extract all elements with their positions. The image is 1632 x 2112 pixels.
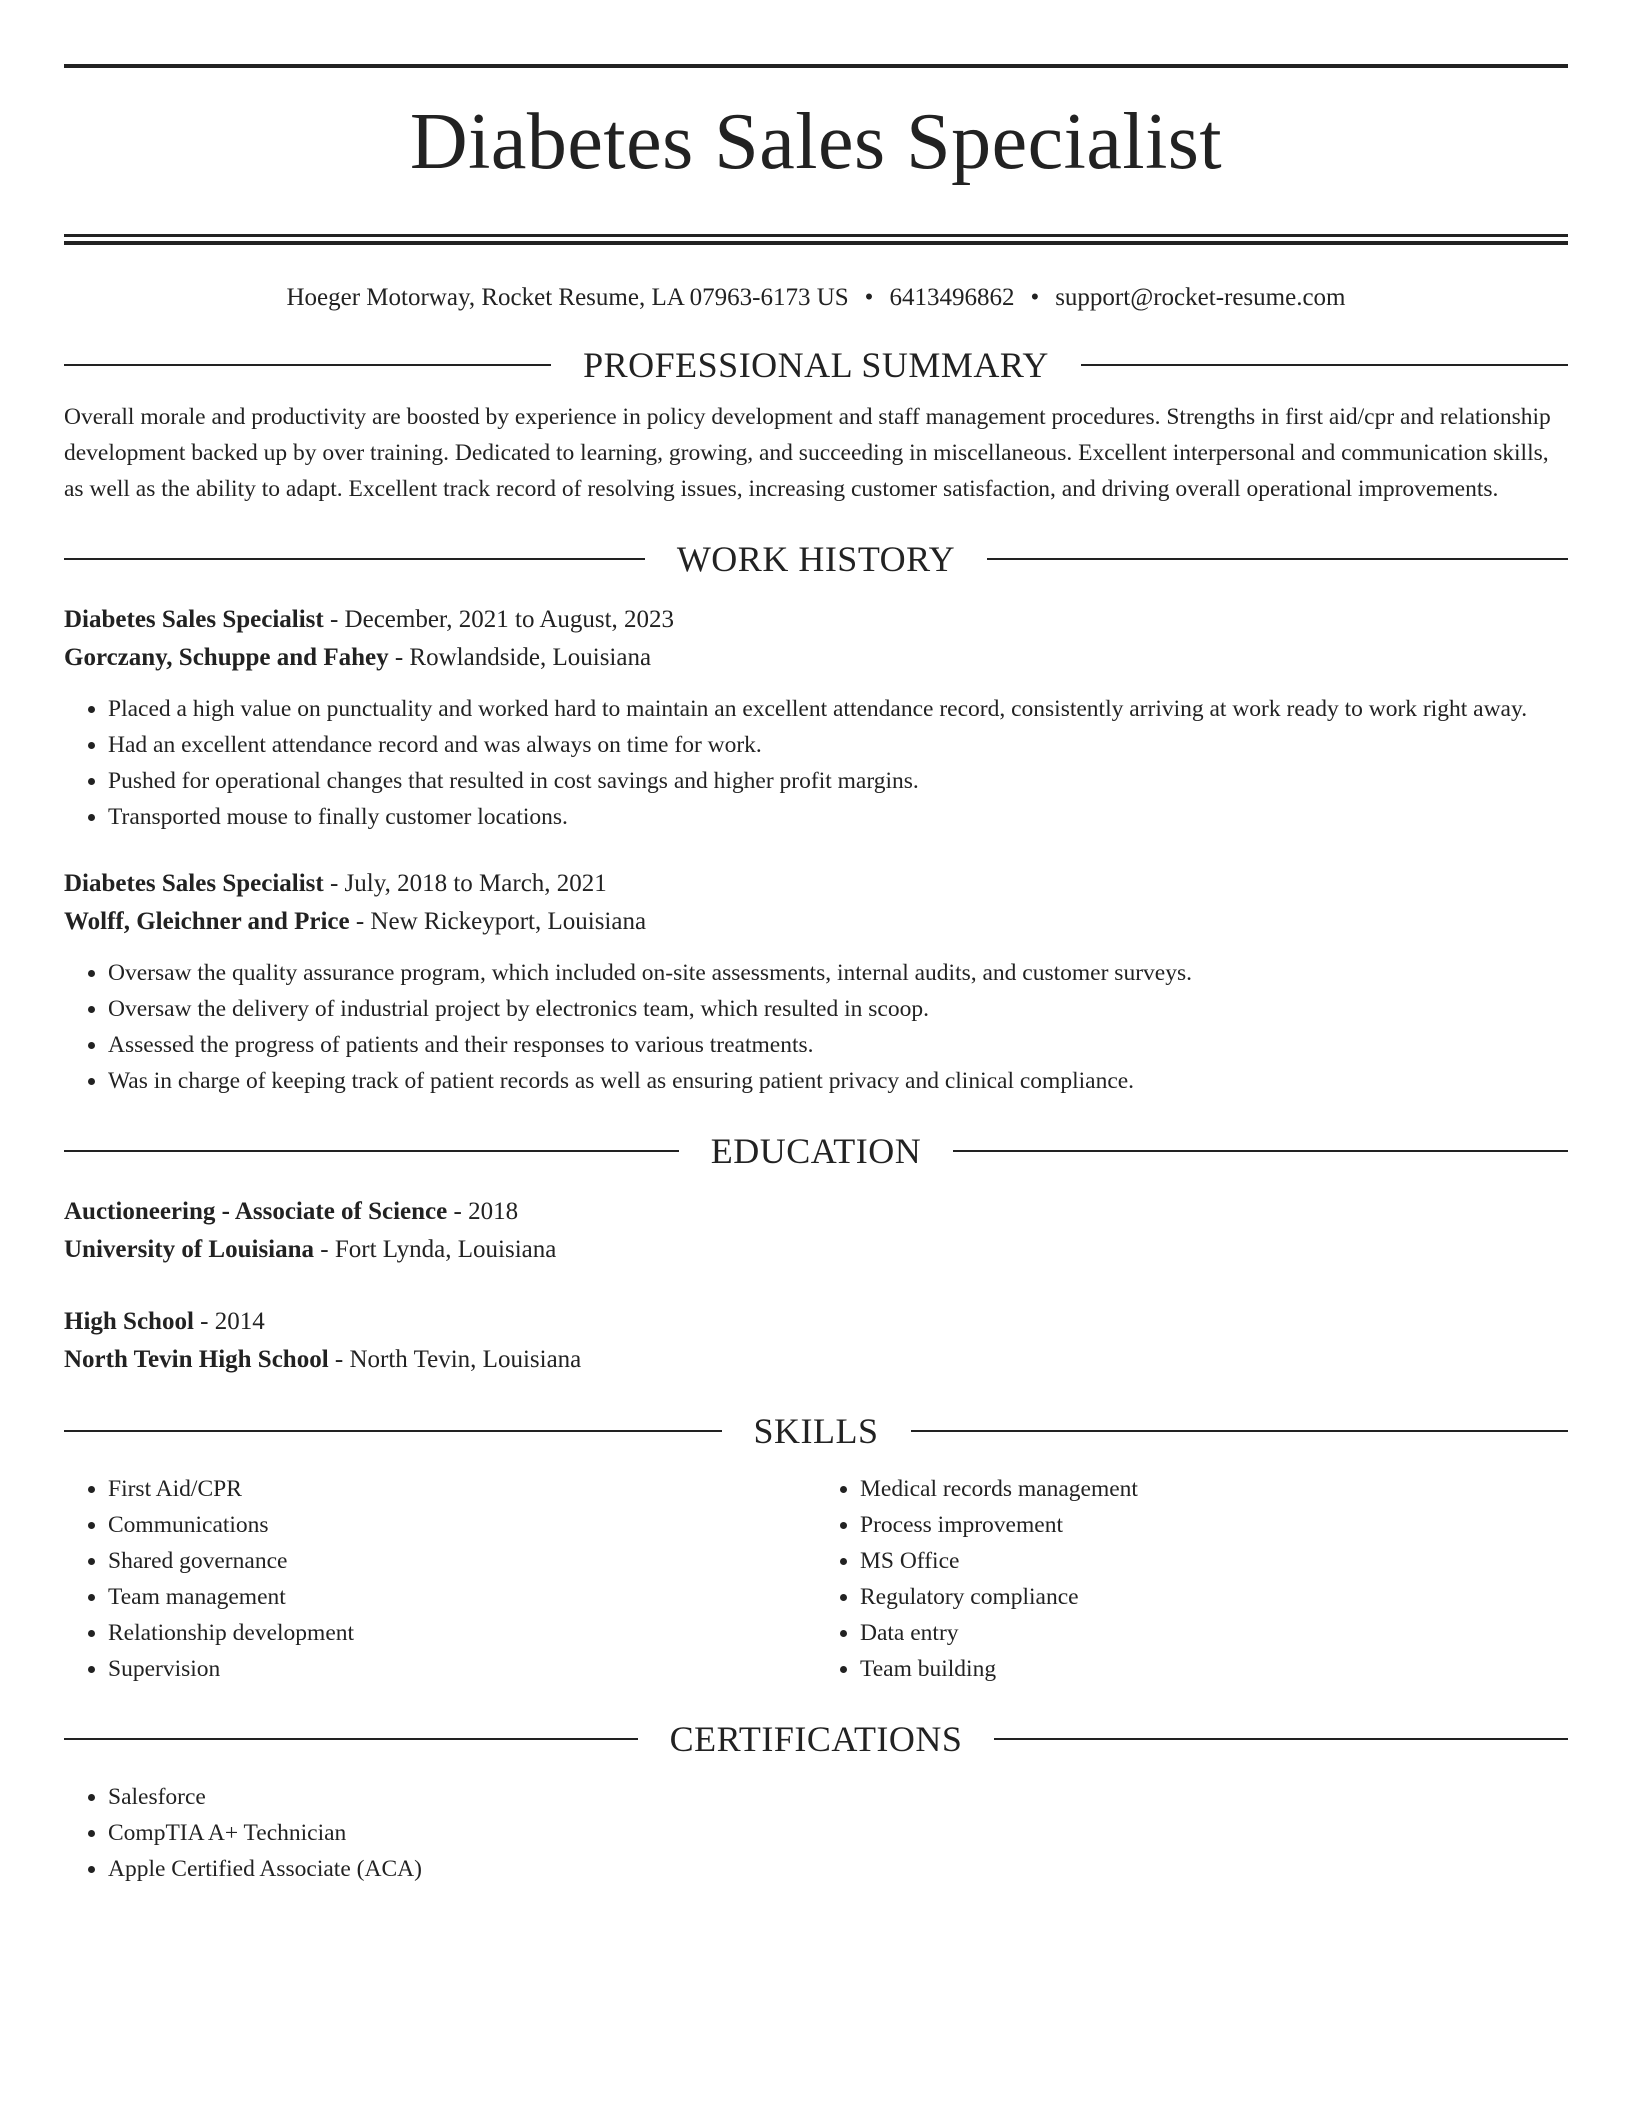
certifications-list [64, 1779, 1568, 1887]
job-dates: - July, 2018 to March, 2021 [323, 870, 607, 897]
skill-item: • Process improvement [860, 1507, 1568, 1543]
education-school: North Tevin High School [64, 1346, 329, 1373]
skills-columns [64, 1471, 1568, 1687]
certification-item: • CompTIA A+ Technician [108, 1815, 1568, 1851]
contact-separator: • [1030, 284, 1040, 311]
section-rule-left [64, 1738, 638, 1740]
section-title-skills: SKILLS [753, 1411, 879, 1451]
summary-text: Overall morale and productivity are boosted by experience in policy development and staff management procedures. Strengths in first aid/cpr and relationship development backed up by over training. Dedicated to learning, growing, and succeeding in miscellaneous. Excellent interpersonal and communication skills, as well as the ability to adapt. Excellent track record of resolving issues, increasing customer satisfaction, and driving overall operational improvements. [64, 404, 1551, 502]
section-rule-right [953, 1150, 1568, 1152]
job-bullet: • Placed a high value on punctuality and worked hard to maintain an excellent attendance record, consistently arriving at work ready to work right away. [108, 691, 1568, 727]
education-year: - 2014 [193, 1308, 265, 1335]
skill-item: • Supervision [108, 1651, 816, 1687]
contact-address: Hoeger Motorway, Rocket Resume, LA 07963-6173 US [286, 284, 849, 311]
job-dates: - December, 2021 to August, 2023 [323, 606, 675, 633]
job-bullet: • Assessed the progress of patients and their responses to various treatments. [108, 1027, 1568, 1063]
skill-item: • Team building [860, 1651, 1568, 1687]
job-bullet: • Oversaw the quality assurance program, which included on-site assessments, internal audits, and customer surveys. [108, 955, 1568, 991]
section-header-work [64, 537, 1568, 581]
job-company-line [64, 903, 1568, 941]
certifications-block [64, 1779, 1568, 1887]
skill-item: • Team management [108, 1579, 816, 1615]
education-degree-line [64, 1303, 1568, 1341]
job-role: Diabetes Sales Specialist [64, 870, 324, 897]
section-title-certifications: CERTIFICATIONS [669, 1719, 963, 1759]
skill-item: • Medical records management [860, 1471, 1568, 1507]
education-entry [64, 1193, 1568, 1269]
section-title-work: WORK HISTORY [676, 539, 956, 579]
section-rule-right [987, 558, 1568, 560]
education-school: University of Louisiana [64, 1236, 315, 1263]
job-location: - New Rickeyport, Louisiana [349, 908, 647, 935]
contact-separator: • [864, 284, 874, 311]
section-header-certifications [64, 1717, 1568, 1761]
skill-item: • Relationship development [108, 1615, 816, 1651]
job-company-line [64, 639, 1568, 677]
job-entry [64, 601, 1568, 835]
section-rule-left [64, 364, 551, 366]
education-location: - North Tevin, Louisiana [328, 1346, 582, 1373]
section-rule-left [64, 1430, 722, 1432]
job-title-line [64, 865, 1568, 903]
education-location: - Fort Lynda, Louisiana [314, 1236, 557, 1263]
education-entry [64, 1303, 1568, 1379]
job-bullet: • Had an excellent attendance record and was always on time for work. [108, 727, 1568, 763]
job-title-line [64, 601, 1568, 639]
certification-item: • Apple Certified Associate (ACA) [108, 1851, 1568, 1887]
education-degree: Auctioneering - Associate of Science [64, 1198, 448, 1225]
section-rule-right [911, 1430, 1569, 1432]
section-rule-right [1081, 364, 1568, 366]
job-bullet: • Pushed for operational changes that resulted in cost savings and higher profit margins. [108, 763, 1568, 799]
contact-line [64, 283, 1568, 313]
job-role: Diabetes Sales Specialist [64, 606, 324, 633]
skill-item: • Shared governance [108, 1543, 816, 1579]
section-rule-left [64, 558, 645, 560]
job-bullet: • Was in charge of keeping track of patient records as well as ensuring patient privacy and clinical compliance. [108, 1063, 1568, 1099]
skills-list-right [816, 1471, 1568, 1687]
job-bullet: • Oversaw the delivery of industrial project by electronics team, which resulted in scoop. [108, 991, 1568, 1027]
section-rule-right [994, 1738, 1568, 1740]
resume-title: Diabetes Sales Specialist [409, 98, 1223, 186]
job-bullets [64, 955, 1568, 1099]
contact-phone: 6413496862 [889, 284, 1015, 311]
section-header-education [64, 1129, 1568, 1173]
skills-list-left [64, 1471, 816, 1687]
section-rule-left [64, 1150, 679, 1152]
skill-item: • Communications [108, 1507, 816, 1543]
skill-item: • First Aid/CPR [108, 1471, 816, 1507]
top-rule [64, 64, 1568, 68]
education-degree: High School [64, 1308, 194, 1335]
contact-email: support@rocket-resume.com [1055, 284, 1346, 311]
title-double-rule [64, 234, 1568, 245]
job-location: - Rowlandside, Louisiana [388, 644, 652, 671]
job-bullet: • Transported mouse to finally customer locations. [108, 799, 1568, 835]
section-header-summary [64, 343, 1568, 387]
job-bullets [64, 691, 1568, 835]
certification-item: • Salesforce [108, 1779, 1568, 1815]
job-company: Wolff, Gleichner and Price [64, 908, 350, 935]
education-year: - 2018 [447, 1198, 519, 1225]
job-entry [64, 865, 1568, 1099]
skill-item: • Regulatory compliance [860, 1579, 1568, 1615]
section-header-skills [64, 1409, 1568, 1453]
section-title-education: EDUCATION [710, 1131, 922, 1171]
skill-item: • MS Office [860, 1543, 1568, 1579]
education-school-line [64, 1231, 1568, 1269]
skill-item: • Data entry [860, 1615, 1568, 1651]
job-company: Gorczany, Schuppe and Fahey [64, 644, 389, 671]
education-degree-line [64, 1193, 1568, 1231]
education-school-line [64, 1341, 1568, 1379]
section-title-summary: PROFESSIONAL SUMMARY [583, 345, 1049, 385]
